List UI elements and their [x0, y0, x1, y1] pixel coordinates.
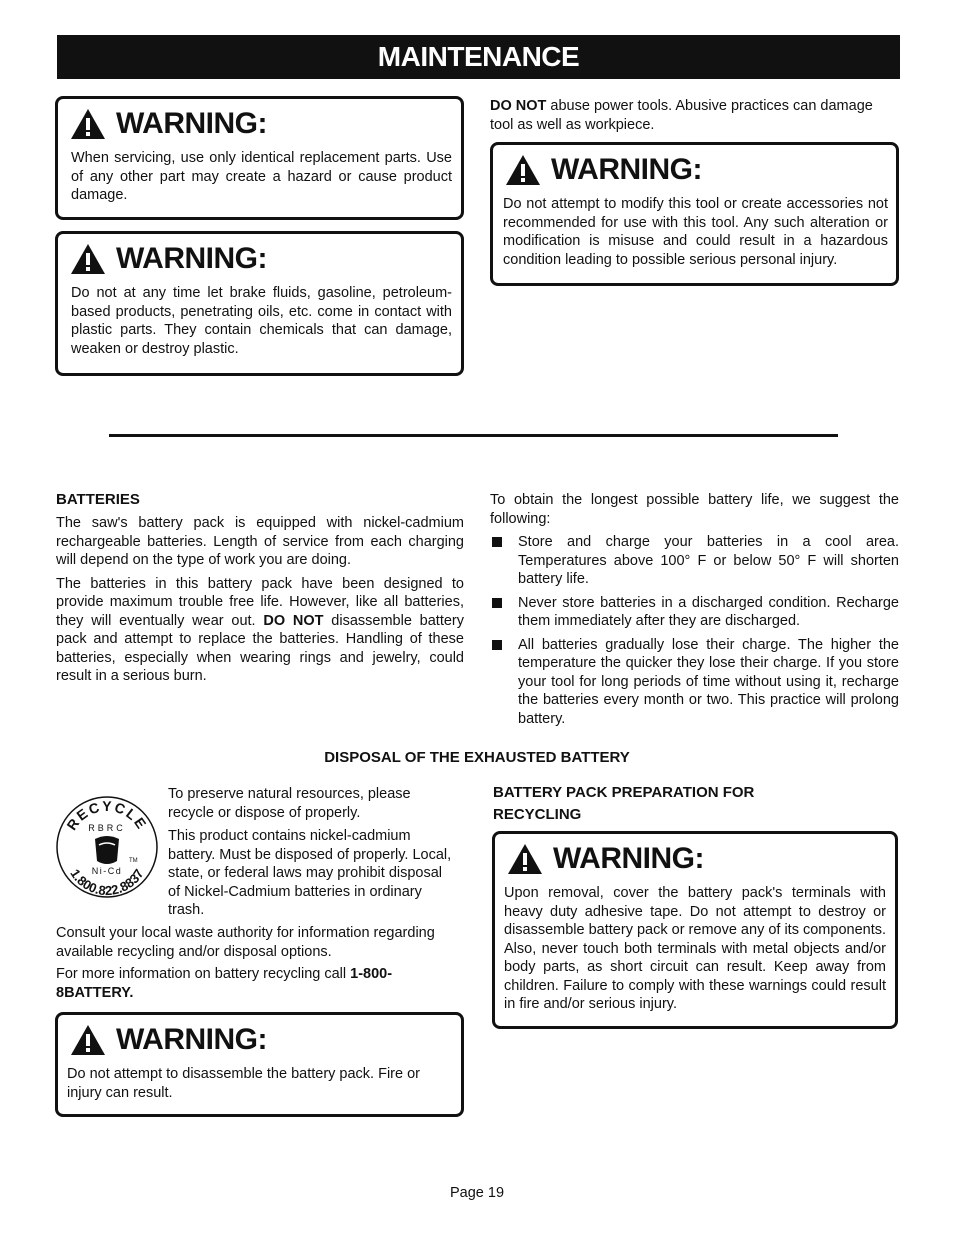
- warning-title: WARNING:: [116, 1023, 267, 1056]
- battery-life-intro: To obtain the longest possible battery life, we suggest the following:: [490, 492, 899, 527]
- abuse-note: [490, 97, 900, 134]
- disposal-paragraph-4: [56, 965, 464, 1002]
- seal-recycle-text: RECYCLE: [63, 797, 151, 833]
- batteries-section: [56, 489, 464, 686]
- warning-triangle-icon: [505, 154, 541, 186]
- section-title: MAINTENANCE: [377, 41, 580, 72]
- batteries-paragraph-2: [56, 575, 464, 686]
- warning-text: Do not attempt to modify this tool or create accessories not recommended for use with this tool. Any such alteration or modification is misuse and could result in a hazardous condition leading to possible serious personal injury.: [503, 196, 888, 268]
- disposal-paragraph-4-text: For more information on battery recycling call: [56, 966, 351, 982]
- warning-triangle-icon: [70, 1024, 106, 1056]
- warning-title: WARNING:: [116, 242, 267, 275]
- battery-prep-heading: BATTERY PACK PREPARATION FOR RECYCLING: [493, 784, 755, 823]
- disposal-phone-bold: 1-800-8BATTERY.: [56, 966, 393, 1001]
- abuse-note-bold: DO NOT: [490, 98, 547, 114]
- seal-phone-text: 1.800.822.8837: [67, 866, 147, 899]
- warning-title: WARNING:: [553, 842, 704, 875]
- section-header: [57, 35, 900, 79]
- warning-box-fluids: [55, 231, 464, 376]
- warning-triangle-icon: [70, 108, 106, 140]
- disposal-heading: DISPOSAL OF THE EXHAUSTED BATTERY: [324, 749, 630, 766]
- disposal-text-full: [56, 924, 464, 1002]
- warning-box-terminals: [492, 831, 898, 1029]
- warning-title: WARNING:: [551, 153, 702, 186]
- bullet-square-icon: [492, 537, 502, 547]
- list-item: [490, 594, 899, 631]
- bullet-square-icon: [492, 640, 502, 650]
- warning-box-replacement-parts: [55, 96, 464, 220]
- disposal-text-right-of-seal: [168, 785, 458, 920]
- page-number: Page 19: [449, 1185, 505, 1201]
- seal-tm-text: TM: [129, 858, 138, 864]
- warning-box-disassemble: [55, 1012, 464, 1117]
- disposal-paragraph-2: This product contains nickel-cadmium battery. Must be disposed of properly. Local, state, or federal laws may prohibit disposal of Nickel-Cadmium batteries in ordinary trash.: [168, 828, 452, 918]
- battery-life-section: [490, 491, 899, 728]
- warning-title: WARNING:: [116, 107, 267, 140]
- list-item: [490, 533, 899, 589]
- warning-triangle-icon: [507, 843, 543, 875]
- list-item-text: All batteries gradually lose their charge. The higher the temperature the quicker they lose their charge. If you store your tool for long periods of time without using it, recharge the batteries every month or two. This practice will prolong battery.: [518, 636, 899, 727]
- batteries-paragraph-2-text-end: disassemble battery pack and attempt to replace the batteries. Handling of these batteries, especially when wearing rings and jewelry, could result in a serious burn.: [56, 612, 465, 684]
- warning-text: When servicing, use only identical replacement parts. Use of any other part may create a hazard or cause product damage.: [71, 150, 452, 203]
- seal-rbrc-text: RBRC: [88, 823, 126, 833]
- list-item: [490, 636, 899, 729]
- warning-text: Upon removal, cover the battery pack's terminals with heavy duty adhesive tape. Do not attempt to destroy or disassemble battery pack or remove any of its components. Also, never touch both terminals with metal objects and/or body parts, as short circuit can result. Keep away from children. Failure to comply with these warnings could result in fire and/or serious injury.: [504, 885, 887, 1012]
- warning-triangle-icon: [70, 243, 106, 275]
- warning-text: Do not attempt to disassemble the battery pack. Fire or injury can result.: [67, 1066, 420, 1101]
- batteries-paragraph-1: The saw's battery pack is equipped with nickel-cadmium rechargeable batteries. Length of service from each charging will depend on the type of work you are doing.: [56, 515, 464, 568]
- rbrc-recycle-seal-icon: [55, 795, 160, 900]
- bullet-square-icon: [492, 598, 502, 608]
- disposal-paragraph-1: To preserve natural resources, please recycle or dispose of properly.: [168, 786, 411, 821]
- disposal-paragraph-3: Consult your local waste authority for information regarding available recycling and/or disposal options.: [56, 925, 435, 960]
- batteries-paragraph-2-text: The batteries in this battery pack have been designed to provide maximum trouble free life. However, like all batteries, they will eventually wear out.: [56, 575, 464, 629]
- horizontal-divider: [109, 434, 838, 437]
- warning-box-modify: [490, 142, 899, 286]
- list-item-text: Never store batteries in a discharged condition. Recharge them immediately after they are discharged.: [518, 594, 899, 629]
- seal-nicd-text: Ni-Cd: [91, 866, 123, 876]
- abuse-note-text: abuse power tools. Abusive practices can damage tool as well as workpiece.: [490, 98, 873, 133]
- list-item-text: Store and charge your batteries in a cool area. Temperatures above 100° F or below 50° F will shorten battery life.: [518, 534, 899, 587]
- batteries-heading: BATTERIES: [56, 491, 140, 508]
- warning-text: Do not at any time let brake fluids, gasoline, petroleum-based products, penetrating oils, etc. come in contact with plastic parts. They contain chemicals that can damage, weaken or destroy plastic.: [71, 285, 452, 357]
- batteries-paragraph-2-bold: DO NOT: [263, 612, 324, 629]
